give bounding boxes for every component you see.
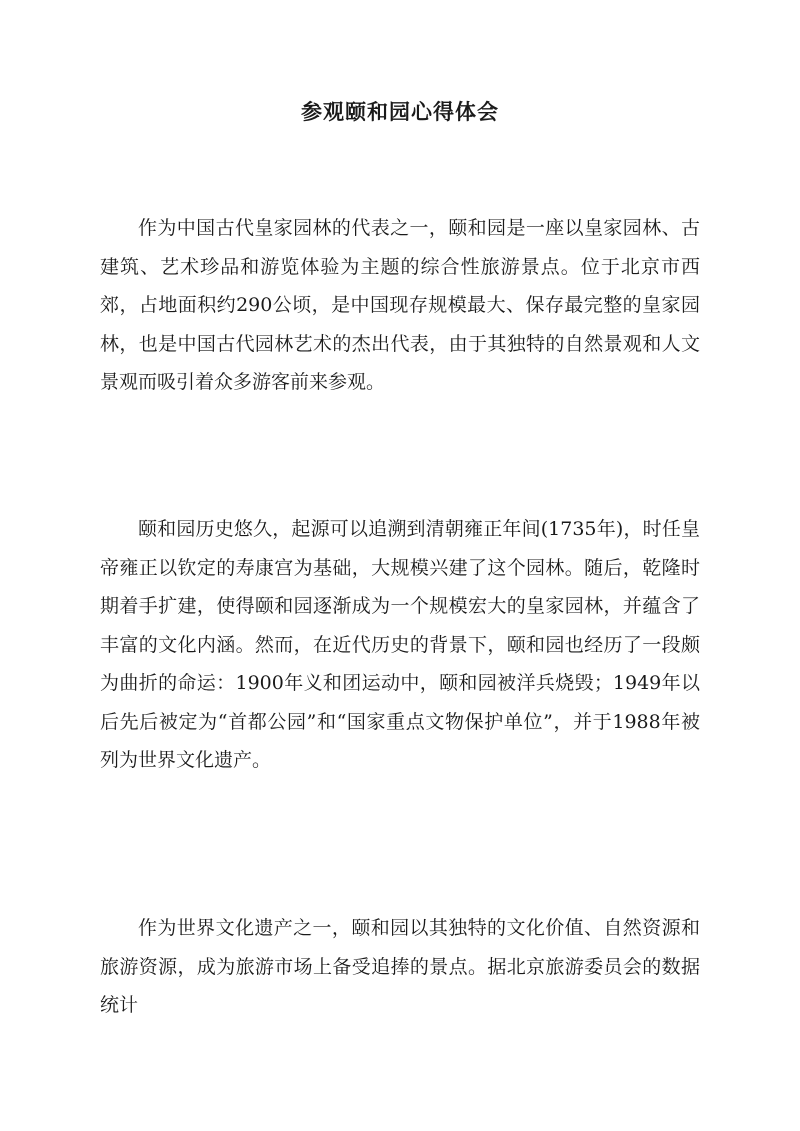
document-title: 参观颐和园心得体会 [301,99,499,124]
paragraph-3: 作为世界文化遗产之一，颐和园以其独特的文化价值、自然资源和旅游资源，成为旅游市场上备受追捧的景点。据北京旅游委员会的数据统计 [100,917,700,1016]
paragraph-2: 颐和园历史悠久，起源可以追溯到清朝雍正年间(1735年)，时任皇帝雍正以钦定的寿康宫为基础，大规模兴建了这个园林。随后，乾隆时期着手扩建，使得颐和园逐渐成为一个规模宏大的皇家园林，并蕴含了丰富的文化内涵。然而，在近代历史的背景下，颐和园也经历了一段颇为曲折的命运：1900年义和团运动中，颐和园被洋兵烧毁；1949年以后先后被定为“首都公园”和“国家重点文物保护单位”，并于1988年被列为世界文化遗产。 [100,518,700,771]
paragraph-1: 作为中国古代皇家园林的代表之一，颐和园是一座以皇家园林、古建筑、艺术珍品和游览体验为主题的综合性旅游景点。位于北京市西郊，占地面积约290公顷，是中国现存规模最大、保存最完整的皇家园林，也是中国古代园林艺术的杰出代表，由于其独特的自然景观和人文景观而吸引着众多游客前来参观。 [100,217,700,393]
